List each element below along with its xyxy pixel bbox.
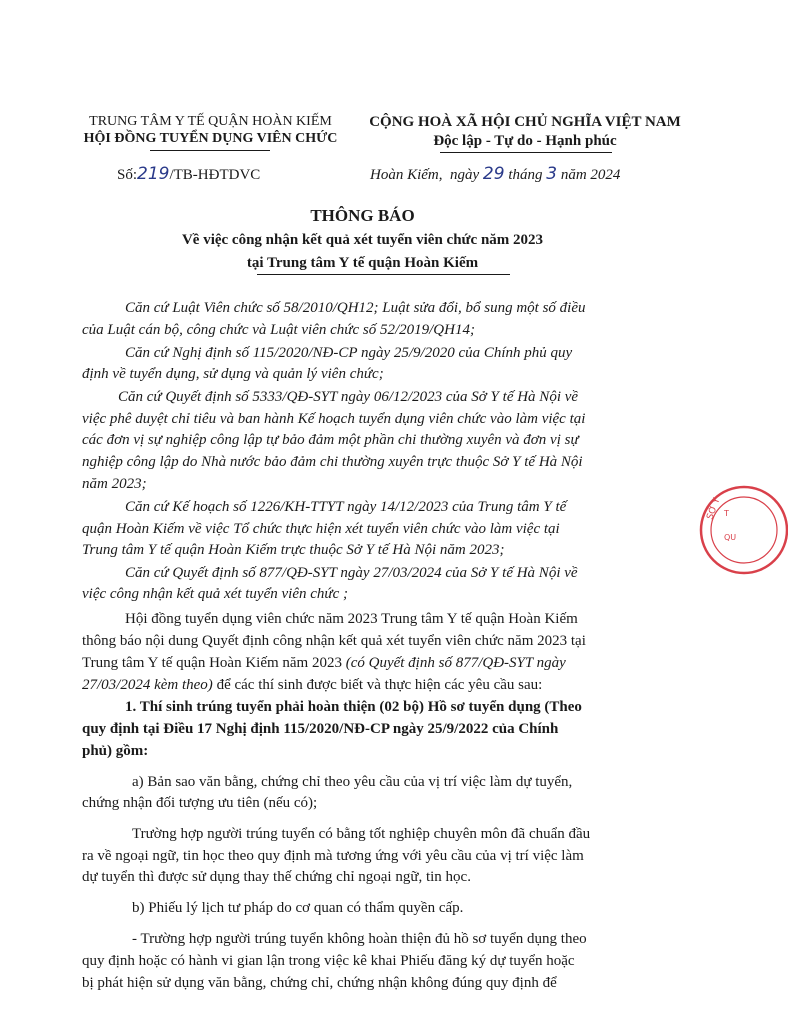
basis-2-line-1: Căn cứ Nghị định số 115/2020/NĐ-CP ngày 25/9/2020 của Chính phủ quy [125, 345, 573, 361]
basis-4-line-2: quận Hoàn Kiếm về việc Tổ chức thực hiện xét tuyển viên chức vào làm việc tại [82, 521, 560, 537]
subject-line-1: Về việc công nhận kết quả xét tuyển viên chức năm 2023 [181, 232, 544, 248]
document-title: THÔNG BÁO [310, 206, 415, 225]
basis-5-line-1: Căn cứ Quyết định số 877/QĐ-SYT ngày 27/03/2024 của Sở Y tế Hà Nội về [125, 565, 578, 581]
national-motto: Độc lập - Tự do - Hạnh phúc [433, 133, 617, 149]
last-para-line-1: - Trường hợp người trúng tuyển không hoàn thiện đủ hồ sơ tuyển dụng theo [132, 931, 587, 947]
svg-text:T: T [724, 509, 729, 518]
basis-1-line-2: của Luật cán bộ, công chức và Luật viên chức số 52/2019/QH14; [82, 322, 475, 338]
svg-text:QU: QU [724, 533, 737, 542]
official-seal [698, 482, 788, 578]
intro-line-1: Hội đồng tuyển dụng viên chức năm 2023 Trung tâm Y tế quận Hoàn Kiếm [125, 611, 578, 627]
date-month-label: tháng [508, 167, 543, 183]
org-line-2: HỘI ĐỒNG TUYỂN DỤNG VIÊN CHỨC [83, 131, 338, 146]
last-para-line-3: bị phát hiện sử dụng văn bằng, chứng chỉ, chứng nhận không đúng quy định để [82, 975, 557, 991]
org-line-1: TRUNG TÂM Y TẾ QUẬN HOÀN KIẾM [89, 114, 332, 129]
basis-4-line-1: Căn cứ Kế hoạch số 1226/KH-TTYT ngày 14/12/2023 của Trung tâm Y tế [125, 499, 567, 515]
basis-3-line-4: nghiệp công lập do Nhà nước bảo đảm chi thường xuyên trực thuộc Sở Y tế Hà Nội [82, 454, 583, 470]
intro-line-3 [82, 653, 566, 674]
subject-line-2: tại Trung tâm Y tế quận Hoàn Kiếm [246, 255, 479, 271]
basis-5-line-2: việc công nhận kết quả xét tuyển viên chức ; [82, 586, 348, 602]
case-line-2: ra về ngoại ngữ, tin học theo quy định mà tương ứng với yêu cầu của vị trí việc làm [82, 848, 584, 864]
basis-3-line-3: các đơn vị sự nghiệp công lập tự bảo đảm một phần chi thường xuyên và đơn vị sự [82, 432, 579, 448]
doc-no-handwritten: 219 [137, 164, 170, 184]
last-para-line-2: quy định hoặc có hành vi gian lận trong việc kê khai Phiếu đăng ký dự tuyển hoặc [82, 953, 575, 969]
basis-2-line-2: định về tuyển dụng, sử dụng và quản lý viên chức; [82, 366, 384, 382]
basis-1-line-1: Căn cứ Luật Viên chức số 58/2010/QH12; Luật sửa đổi, bổ sung một số điều [125, 300, 586, 316]
item-a-line-2: chứng nhận đối tượng ưu tiên (nếu có); [82, 795, 318, 811]
intro-line-3-italic: (có Quyết định số 877/QĐ-SYT ngày [345, 655, 566, 671]
intro-line-2: thông báo nội dung Quyết định công nhận kết quả xét tuyển viên chức năm 2023 tại [82, 633, 586, 649]
section-1-line-2: quy định tại Điều 17 Nghị định 115/2020/NĐ-CP ngày 25/9/2022 của Chính [82, 721, 559, 737]
country-name: CỘNG HOÀ XÃ HỘI CHỦ NGHĨA VIỆT NAM [369, 114, 681, 130]
document-date [370, 164, 620, 184]
item-a-line-1: a) Bản sao văn bằng, chứng chỉ theo yêu cầu của vị trí việc làm dự tuyển, [132, 774, 573, 790]
date-month-handwritten: 3 [546, 164, 558, 184]
doc-no-suffix: /TB-HĐTDVC [169, 167, 261, 183]
date-day-label: ngày [450, 167, 480, 183]
basis-3-line-2: việc phê duyệt chỉ tiêu và ban hành Kế hoạch tuyển dụng viên chức vào làm việc tại [82, 411, 586, 427]
case-line-3: dự tuyển thì được sử dụng thay thế chứng chỉ ngoại ngữ, tin học. [82, 869, 471, 885]
item-b-line-1: b) Phiếu lý lịch tư pháp do cơ quan có thẩm quyền cấp. [132, 900, 464, 916]
date-day-handwritten: 29 [482, 164, 505, 184]
basis-3-line-1: Căn cứ Quyết định số 5333/QĐ-SYT ngày 06/12/2023 của Sở Y tế Hà Nội về [118, 389, 579, 405]
date-year: năm 2024 [560, 167, 621, 183]
motto-underline [440, 152, 612, 153]
section-1-line-1: 1. Thí sinh trúng tuyển phải hoàn thiện (02 bộ) Hồ sơ tuyển dụng (Theo [125, 699, 582, 715]
basis-3-line-5: năm 2023; [82, 476, 147, 492]
org-underline [150, 150, 270, 151]
intro-line-4-text: để các thí sinh được biết và thực hiện các yêu cầu sau: [212, 677, 543, 693]
intro-line-3-text: Trung tâm Y tế quận Hoàn Kiếm năm 2023 [82, 655, 346, 671]
doc-no-prefix: Số: [117, 167, 138, 183]
document-number [117, 164, 260, 184]
intro-line-4 [82, 675, 542, 696]
svg-text:SỞ Y: SỞ Y [705, 496, 723, 522]
date-place: Hoàn Kiếm, [370, 167, 443, 183]
section-1-line-3: phủ) gồm: [82, 743, 149, 759]
subject-underline [257, 274, 510, 275]
case-line-1: Trường hợp người trúng tuyển có bằng tốt nghiệp chuyên môn đã chuẩn đầu [132, 826, 591, 842]
basis-4-line-3: Trung tâm Y tế quận Hoàn Kiếm trực thuộc Sở Y tế Hà Nội năm 2023; [82, 542, 505, 558]
intro-line-4-italic: 27/03/2024 kèm theo) [82, 677, 213, 693]
